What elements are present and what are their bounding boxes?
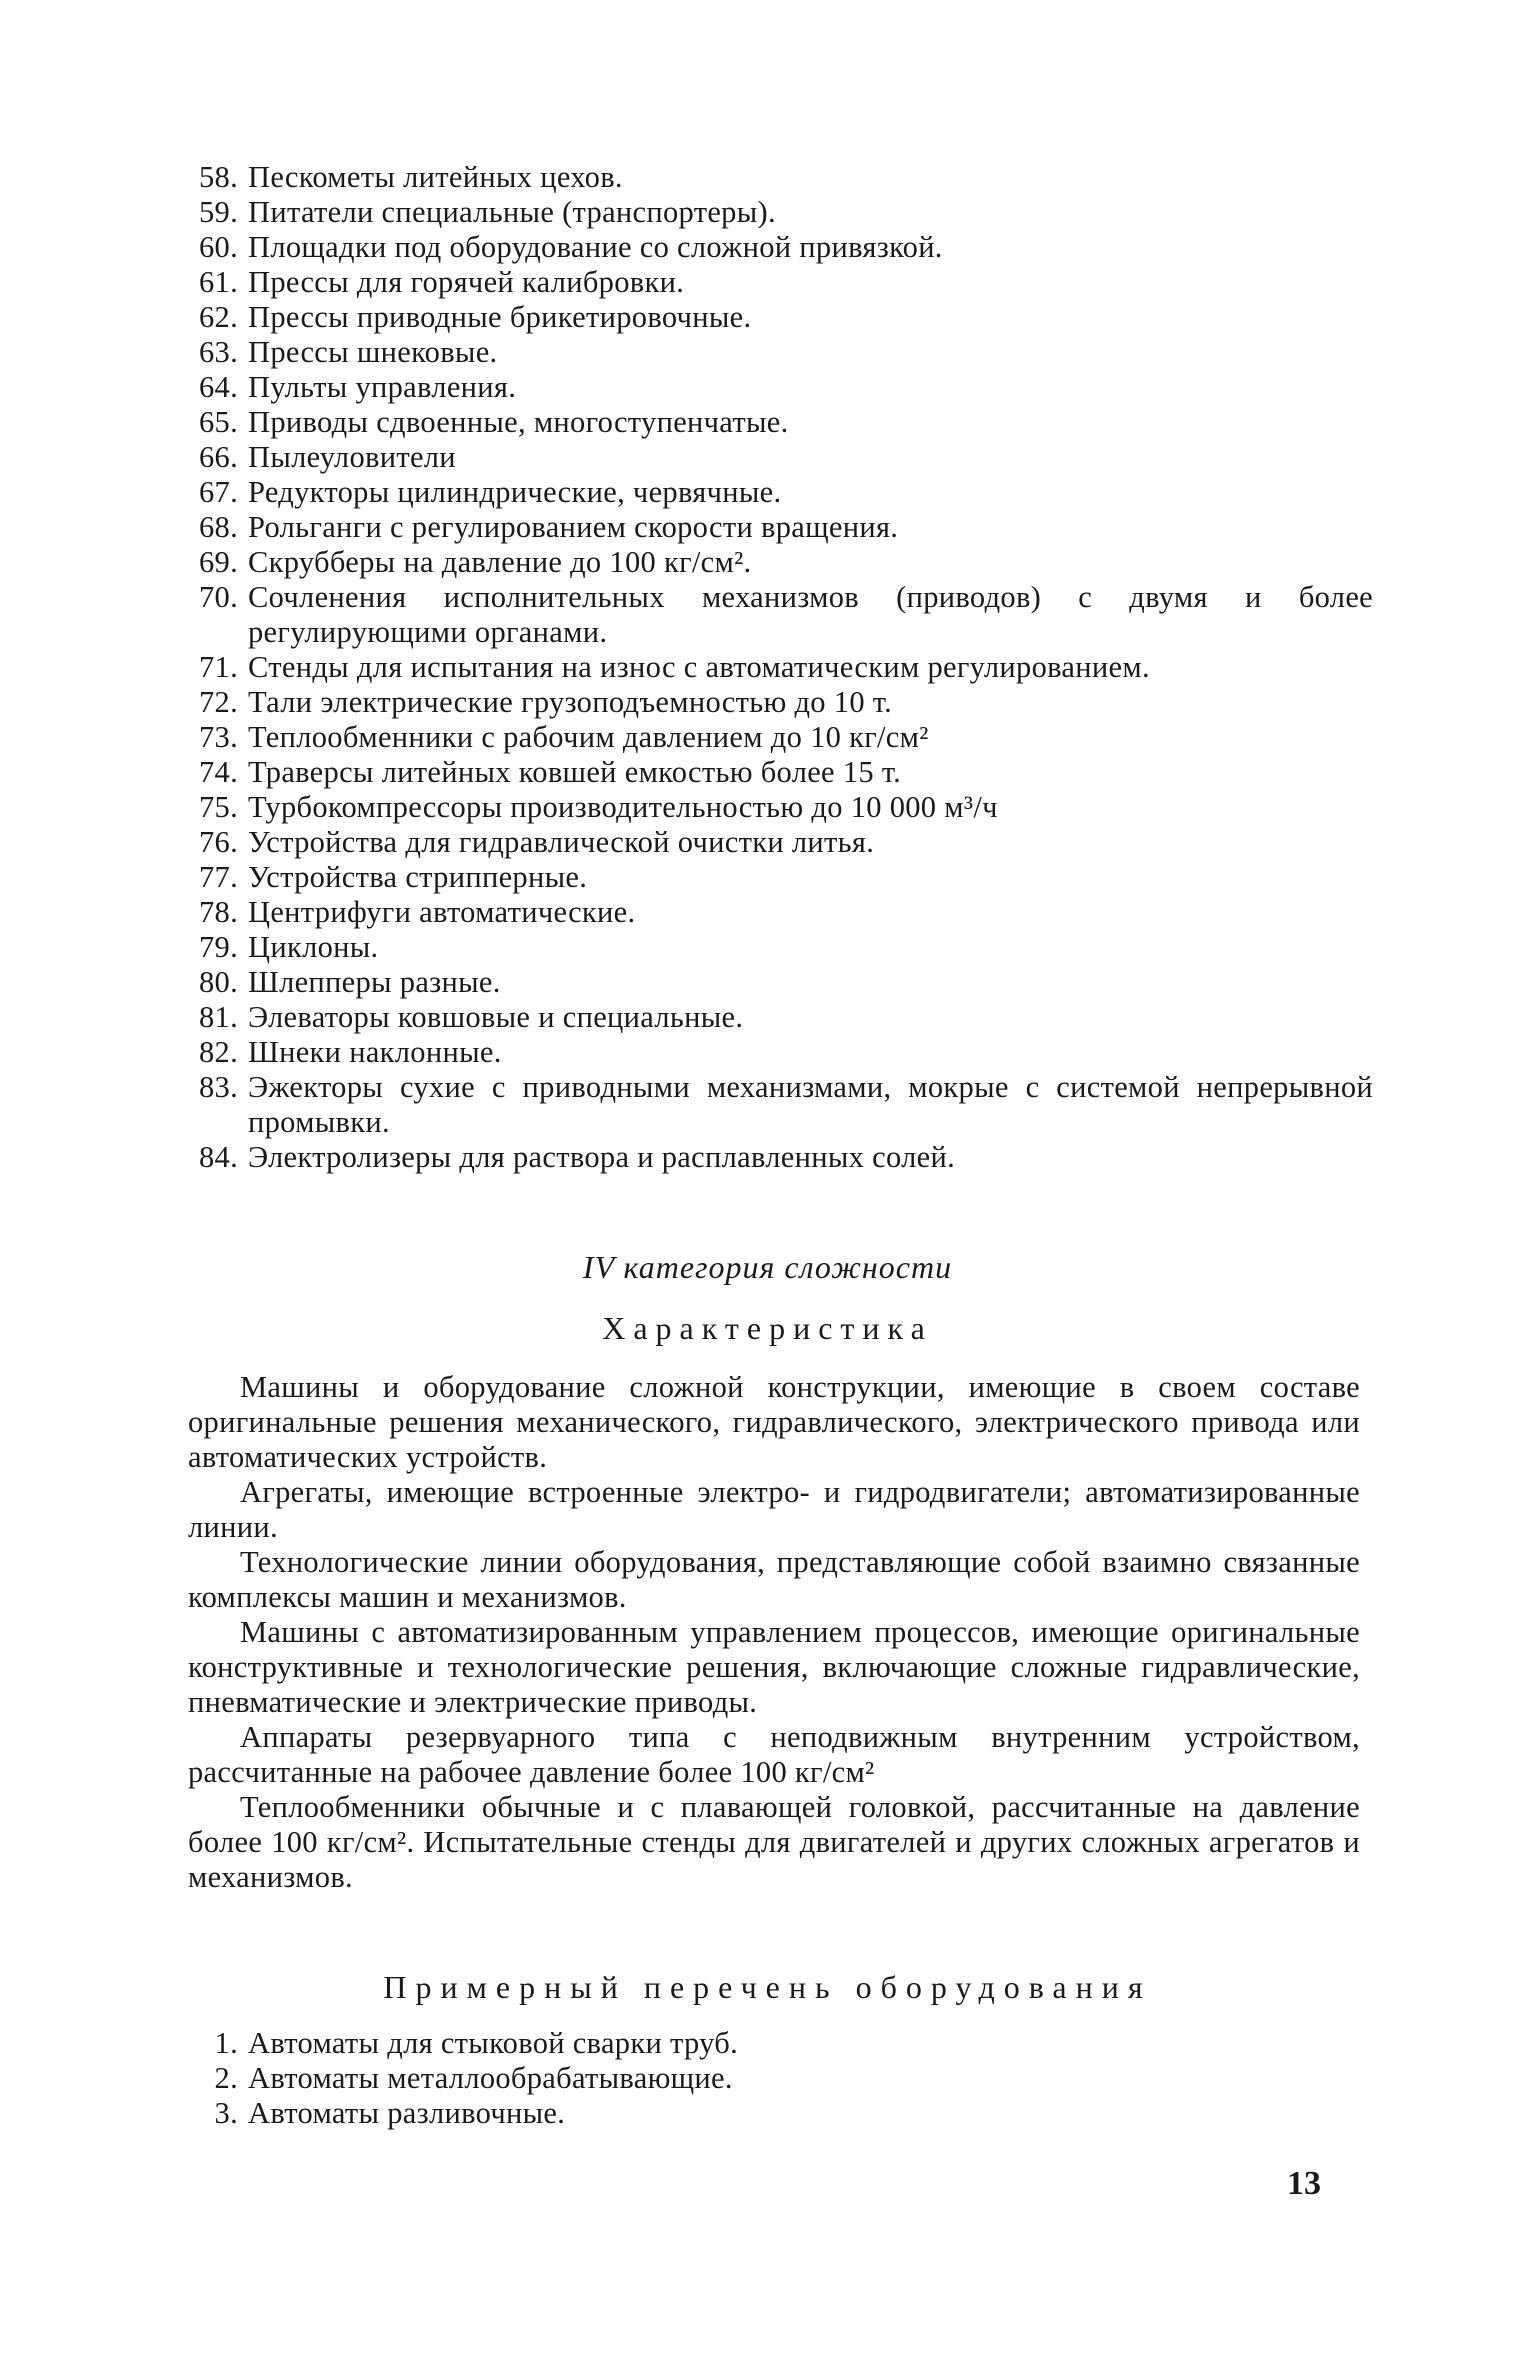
list-item-number: 59.	[198, 195, 238, 229]
list-item	[178, 1140, 1373, 1175]
list-item-number: 66.	[198, 440, 238, 474]
list-item	[178, 300, 1373, 335]
list-item-number: 62.	[198, 300, 238, 334]
list-item-number: 68.	[198, 510, 238, 544]
list-item	[178, 545, 1373, 580]
list-item-number: 74.	[198, 755, 238, 789]
equipment-list-iv	[188, 2026, 1288, 2131]
list-item	[178, 370, 1373, 405]
paragraph: Теплообменники обычные и с плавающей головкой, рассчитанные на давление более 100 кг/см². Испытательные стенды для двигателей и других сложных агрегатов и механизмов.	[188, 1790, 1360, 1894]
list-item	[178, 195, 1373, 230]
list-item-number: 81.	[198, 1000, 238, 1034]
list-item-number: 80.	[198, 965, 238, 999]
list-item-text: Площадки под оборудование со сложной привязкой.	[248, 230, 943, 264]
list-item-number: 58.	[198, 160, 238, 194]
list-item	[178, 440, 1373, 475]
list-item	[178, 475, 1373, 510]
list-item	[178, 1000, 1373, 1035]
list-item-number: 84.	[198, 1140, 238, 1174]
list-item	[178, 650, 1373, 685]
list-item	[178, 580, 1373, 650]
list-item-number: 78.	[198, 895, 238, 929]
list-item	[178, 965, 1373, 1000]
list-item-number: 63.	[198, 335, 238, 369]
list-item-number: 77.	[198, 860, 238, 894]
list-item	[178, 685, 1373, 720]
list-item	[178, 335, 1373, 370]
list-item-number: 76.	[198, 825, 238, 859]
list-item-text: Турбокомпрессоры производительностью до 10 000 м³/ч	[248, 790, 998, 824]
characteristic-paragraphs	[188, 1370, 1360, 1895]
category-title: IV категория сложности	[582, 1249, 953, 1285]
list-item-text: Устройства для гидравлической очистки литья.	[248, 825, 875, 859]
list-item-number: 70.	[198, 580, 238, 614]
list-item	[178, 860, 1373, 895]
list-item-number: 61.	[198, 265, 238, 299]
list-item	[178, 790, 1373, 825]
list-item-text: Устройства стрипперные.	[248, 860, 588, 894]
paragraph: Агрегаты, имеющие встроенные электро- и гидродвигатели; автоматизированные линии.	[188, 1475, 1360, 1544]
list-item-text: Центрифуги автоматические.	[248, 895, 636, 929]
list-item-text: Сочленения исполнительных механизмов (приводов) с двумя и более регулирующими органами.	[248, 580, 1373, 649]
list-item-number: 64.	[198, 370, 238, 404]
list-item-number: 71.	[198, 650, 238, 684]
list-item-text: Электролизеры для раствора и расплавленных солей.	[248, 1140, 956, 1174]
list-item-number: 69.	[198, 545, 238, 579]
list-item	[178, 755, 1373, 790]
list-item	[188, 2026, 1288, 2061]
list-item	[178, 825, 1373, 860]
list-item-number: 82.	[198, 1035, 238, 1069]
equipment-list-continued	[178, 160, 1373, 1175]
list-item-number: 67.	[198, 475, 238, 509]
list-item	[178, 1035, 1373, 1070]
list-item-text: Прессы приводные брикетировочные.	[248, 300, 752, 334]
paragraph: Аппараты резервуарного типа с неподвижным внутренним устройством, рассчитанные на рабочее давление более 100 кг/см²	[188, 1720, 1360, 1789]
list-item-text: Эжекторы сухие с приводными механизмами, мокрые с системой непрерывной промывки.	[248, 1070, 1373, 1139]
list-item-number: 2.	[214, 2061, 238, 2095]
list-item-number: 75.	[198, 790, 238, 824]
list-item-text: Автоматы разливочные.	[248, 2096, 566, 2130]
list-item-text: Шлепперы разные.	[248, 965, 501, 999]
list-item-text: Пылеуловители	[248, 440, 456, 474]
list-item-text: Питатели специальные (транспортеры).	[248, 195, 776, 229]
list-item-text: Рольганги с регулированием скорости вращения.	[248, 510, 899, 544]
list-item	[188, 2061, 1288, 2096]
list-item-text: Пескометы литейных цехов.	[248, 160, 623, 194]
list-item	[178, 230, 1373, 265]
list-item-text: Редукторы цилиндрические, червячные.	[248, 475, 782, 509]
list-item-text: Приводы сдвоенные, многоступенчатые.	[248, 405, 789, 439]
list-item-text: Теплообменники с рабочим давлением до 10 кг/см²	[248, 720, 929, 754]
list-item-text: Элеваторы ковшовые и специальные.	[248, 1000, 744, 1034]
list-item	[188, 2096, 1288, 2131]
list-item	[178, 510, 1373, 545]
list-item-text: Траверсы литейных ковшей емкостью более 15 т.	[248, 755, 902, 789]
list-item-number: 65.	[198, 405, 238, 439]
list-item-number: 83.	[198, 1070, 238, 1104]
list-item-number: 1.	[214, 2026, 238, 2060]
list-item-text: Пульты управления.	[248, 370, 517, 404]
list-item-number: 3.	[214, 2096, 238, 2130]
list-item-text: Тали электрические грузоподъемностью до 10 т.	[248, 685, 893, 719]
list-item	[178, 895, 1373, 930]
list-item-text: Автоматы для стыковой сварки труб.	[248, 2026, 739, 2060]
list-item-text: Автоматы металлообрабатывающие.	[248, 2061, 733, 2095]
list-item-text: Стенды для испытания на износ с автоматическим регулированием.	[248, 650, 1150, 684]
list-item	[178, 1070, 1373, 1140]
list-item-text: Скрубберы на давление до 100 кг/см².	[248, 545, 752, 579]
list-item-number: 79.	[198, 930, 238, 964]
list-item-number: 60.	[198, 230, 238, 264]
list-item	[178, 930, 1373, 965]
list-item	[178, 160, 1373, 195]
paragraph: Технологические линии оборудования, представляющие собой взаимно связанные комплексы машин и механизмов.	[188, 1545, 1360, 1614]
paragraph: Машины и оборудование сложной конструкции, имеющие в своем составе оригинальные решения механического, гидравлического, электрического привода или автоматических устройств.	[188, 1370, 1360, 1474]
equipment-list-heading: Примерный перечень оборудования	[383, 1969, 1152, 2005]
list-item	[178, 265, 1373, 300]
list-item	[178, 720, 1373, 755]
list-item-number: 72.	[198, 685, 238, 719]
paragraph: Машины с автоматизированным управлением процессов, имеющие оригинальные конструктивные и технологические решения, включающие сложные гидравлические, пневматические и электрические приводы.	[188, 1615, 1360, 1719]
list-item-text: Циклоны.	[248, 930, 379, 964]
characteristic-heading: Характеристика	[602, 1310, 933, 1346]
list-item	[178, 405, 1373, 440]
list-item-text: Шнеки наклонные.	[248, 1035, 502, 1069]
page-number: 13	[1287, 2165, 1321, 2202]
list-item-text: Прессы для горячей калибровки.	[248, 265, 685, 299]
list-item-number: 73.	[198, 720, 238, 754]
list-item-text: Прессы шнековые.	[248, 335, 498, 369]
